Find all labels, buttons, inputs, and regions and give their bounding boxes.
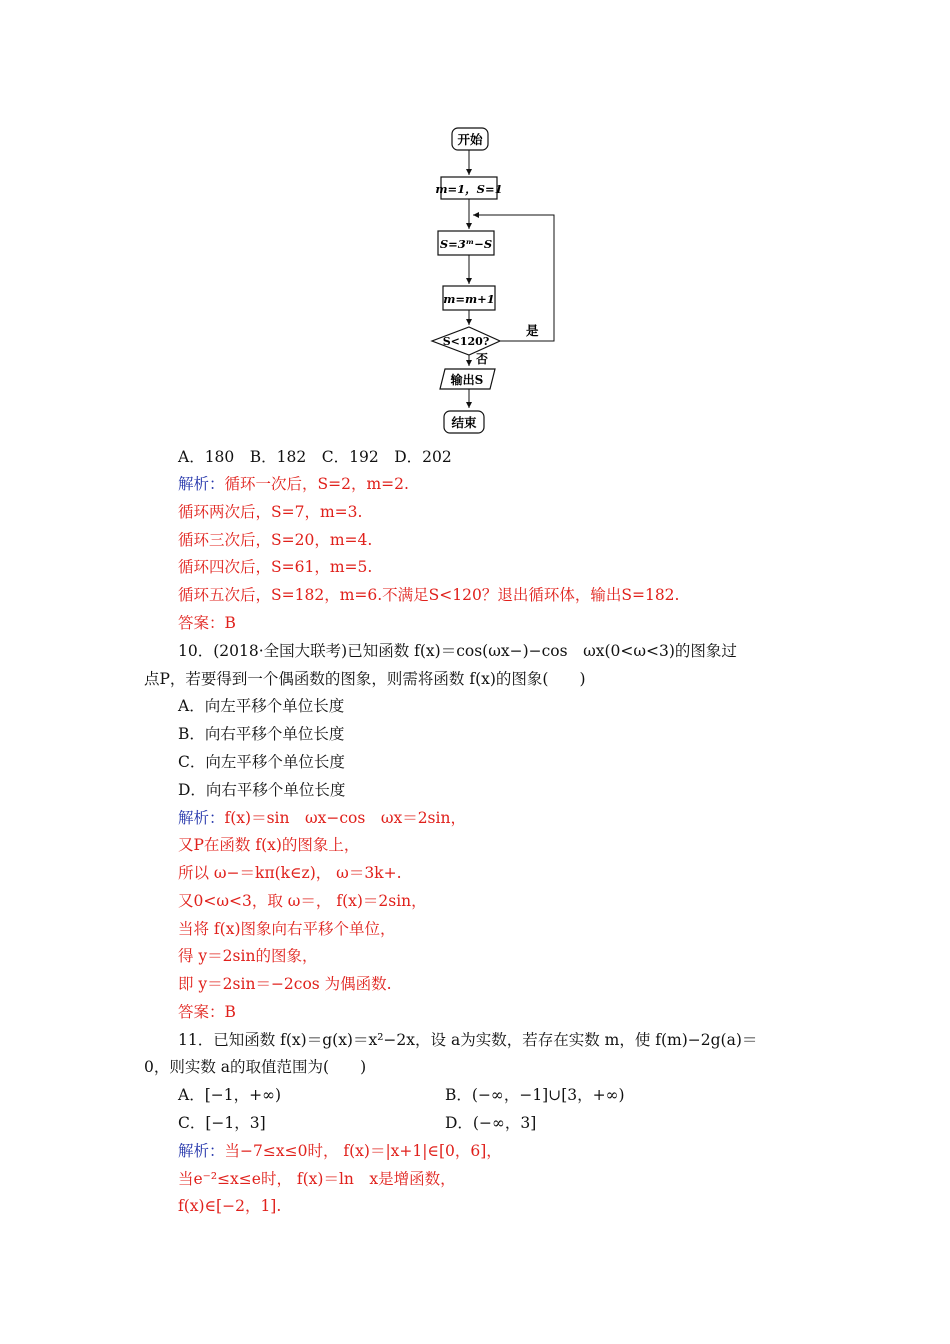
q10-option-b: B．向右平移个单位长度 — [178, 725, 345, 743]
q9-options: A．180 B．182 C．192 D．202 — [178, 448, 452, 466]
analysis-label: 解析： — [178, 809, 225, 827]
flow-update-s-label: S=3ᵐ−S — [439, 237, 493, 251]
flow-init-label: m=1，S=1 — [435, 182, 503, 196]
q9-analysis-5: 循环五次后，S=182，m=6.不满足S<120？退出循环体，输出S=182. — [178, 586, 680, 604]
q10-analysis-5: 当将 f(x)图象向右平移个单位， — [178, 920, 396, 938]
q10-analysis-7: 即 y＝2sin＝−2cos 为偶函数. — [178, 975, 392, 993]
q10-stem-line2: 点P，若要得到一个偶函数的图象，则需将函数 f(x)的图象( ) — [144, 670, 586, 688]
q11-analysis-1 — [178, 1141, 502, 1161]
q10-analysis-4: 又0<ω<3，取 ω＝， f(x)＝2sin， — [178, 892, 427, 910]
q9-analysis-3: 循环三次后，S=20，m=4. — [178, 531, 373, 549]
q10-analysis-3: 所以 ω−＝kπ(k∈z)， ω＝3k+. — [178, 864, 402, 882]
flow-condition-label: S<120? — [442, 335, 490, 348]
flow-yes-label: 是 — [526, 323, 539, 338]
analysis-text: 当−7≤x≤0时， f(x)＝|x+1|∈[0，6]， — [224, 1142, 502, 1160]
analysis-label: 解析： — [178, 1142, 225, 1160]
q10-option-d: D．向右平移个单位长度 — [178, 781, 346, 799]
flow-update-m-label: m=m+1 — [443, 292, 495, 306]
q11-analysis-2: 当e⁻²≤x≤e时， f(x)＝ln x是增函数， — [178, 1170, 456, 1188]
q9-answer: 答案：B — [178, 614, 236, 632]
q11-analysis-3: f(x)∈[−2，1]. — [178, 1197, 282, 1215]
q11-option-a: A．[−1，+∞) — [178, 1086, 282, 1104]
analysis-text: f(x)＝sin ωx−cos ωx＝2sin， — [224, 809, 466, 827]
flow-no-label: 否 — [476, 352, 489, 366]
q9-analysis-4: 循环四次后，S=61，m=5. — [178, 558, 373, 576]
q10-stem-line1: 10．(2018·全国大联考)已知函数 f(x)＝cos(ωx−)−cos ωx(0<ω<3)的图象过 — [178, 642, 737, 660]
q11-option-b: B．(−∞，−1]∪[3，+∞) — [445, 1086, 625, 1104]
flow-end-label: 结束 — [451, 415, 477, 430]
analysis-label: 解析： — [178, 475, 225, 493]
q10-analysis-1 — [178, 808, 466, 828]
q10-analysis-2: 又P在函数 f(x)的图象上， — [178, 836, 360, 854]
q11-stem-line1: 11．已知函数 f(x)＝g(x)＝x²−2x，设 a为实数，若存在实数 m，使 f(m)−2g(a)＝ — [178, 1031, 758, 1049]
q11-option-c: C．[−1，3] — [178, 1114, 266, 1132]
analysis-text: 循环一次后，S=2，m=2. — [224, 475, 409, 493]
flow-output-label: 输出S — [450, 373, 484, 387]
q9-analysis-2: 循环两次后，S=7，m=3. — [178, 503, 363, 521]
q9-analysis-1 — [178, 474, 409, 494]
flow-start-label: 开始 — [457, 132, 483, 147]
q10-option-a: A．向左平移个单位长度 — [178, 697, 345, 715]
q10-option-c: C．向左平移个单位长度 — [178, 753, 345, 771]
q10-analysis-6: 得 y＝2sin的图象， — [178, 947, 318, 965]
q10-answer: 答案：B — [178, 1003, 236, 1021]
q11-stem-line2: 0，则实数 a的取值范围为( ) — [144, 1058, 367, 1076]
q11-option-d: D．(−∞，3] — [445, 1114, 537, 1132]
flowchart — [0, 0, 950, 440]
